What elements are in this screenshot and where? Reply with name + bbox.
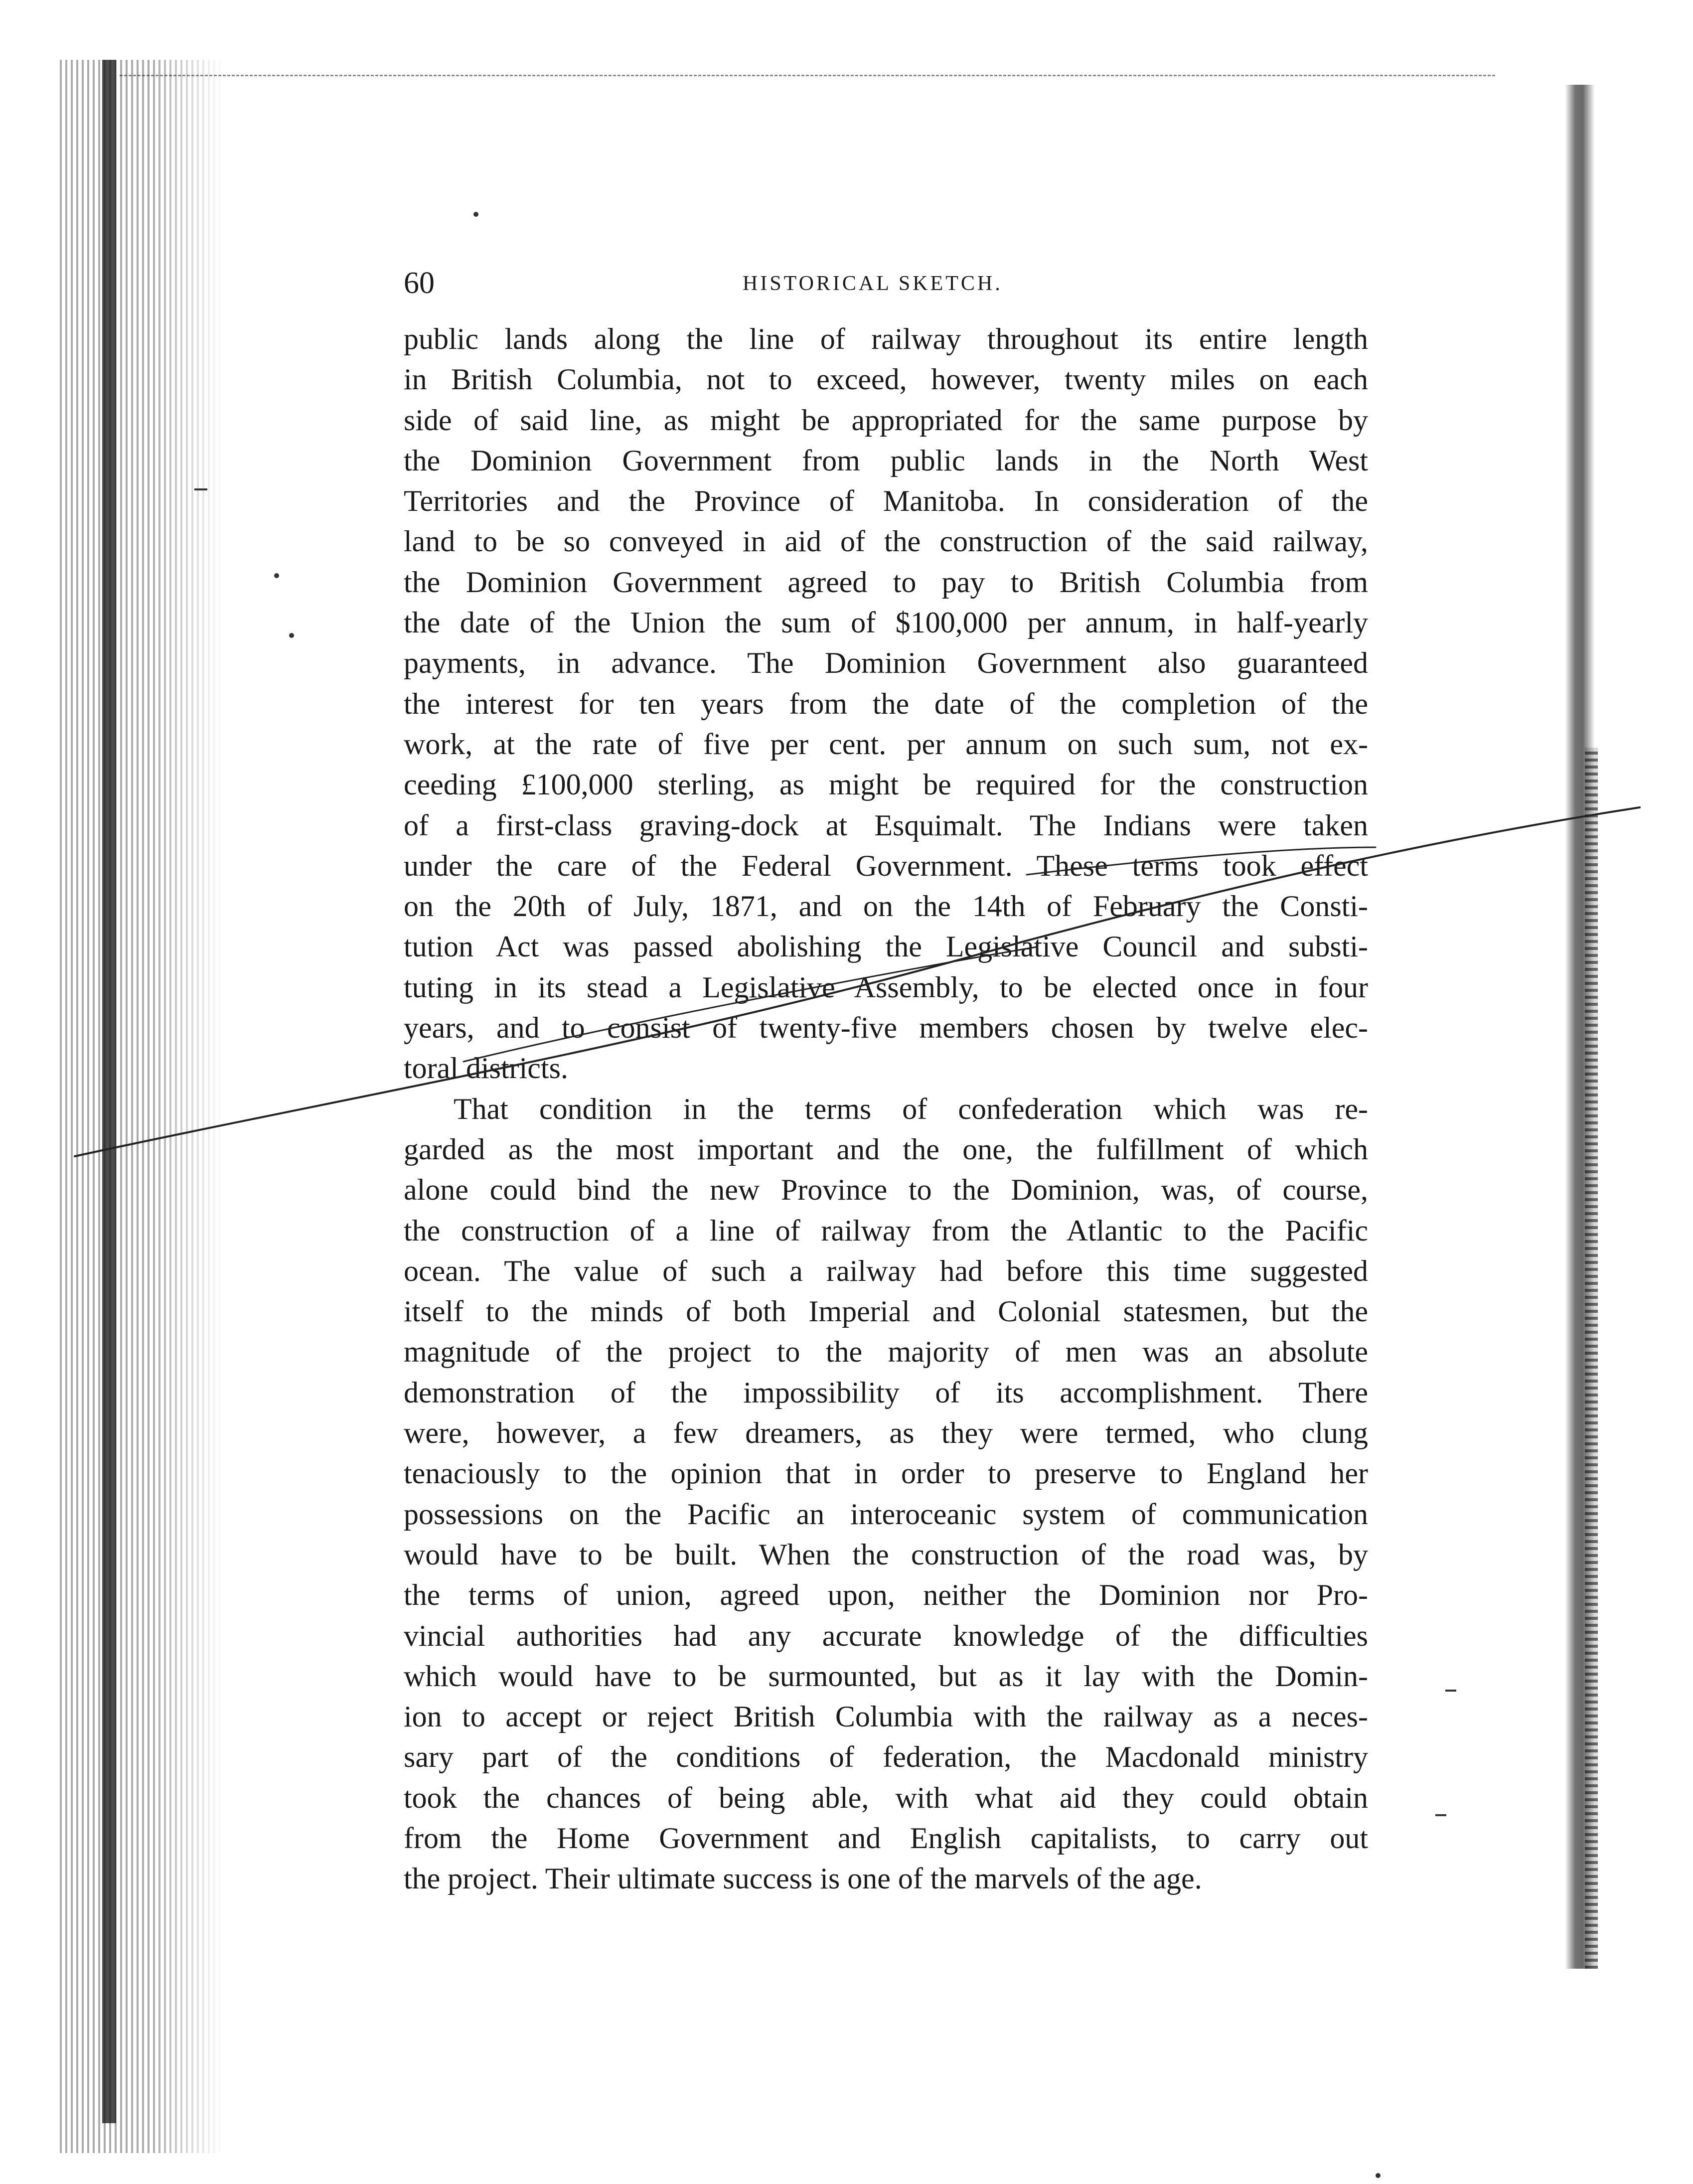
text-line: work, at the rate of five per cent. per annum on such sum, not ex- <box>404 727 1368 761</box>
text-line: the project. Their ultimate success is one of the marvels of the age. <box>404 1862 1202 1895</box>
text-line: itself to the minds of both Imperial and Colonial statesmen, but the <box>404 1295 1368 1328</box>
text-line: on the 20th of July, 1871, and on the 14th of February the Consti- <box>404 890 1368 923</box>
text-line: magnitude of the project to the majority of men was an absolute <box>404 1335 1368 1369</box>
paragraph <box>404 319 1368 1089</box>
text-line: the terms of union, agreed upon, neither the Dominion nor Pro- <box>404 1578 1368 1612</box>
body-text <box>404 319 1368 1899</box>
text-line: alone could bind the new Province to the Dominion, was, of course, <box>404 1173 1368 1207</box>
text-line: tenaciously to the opinion that in order to preserve to England her <box>404 1457 1368 1490</box>
scan-top-rule <box>120 75 1495 76</box>
margin-mark <box>274 573 279 578</box>
text-line: payments, in advance. The Dominion Government also guaranteed <box>404 646 1368 680</box>
text-line: were, however, a few dreamers, as they were termed, who clung <box>404 1416 1368 1450</box>
text-line: Territories and the Province of Manitoba. In consideration of the <box>404 484 1368 518</box>
text-line: took the chances of being able, with what aid they could obtain <box>404 1781 1368 1814</box>
text-line: which would have to be surmounted, but as it lay with the Domin- <box>404 1659 1368 1693</box>
text-line: That condition in the terms of confederation which was re- <box>454 1092 1368 1125</box>
text-line: the interest for ten years from the date of the completion of the <box>404 687 1368 720</box>
text-line: demonstration of the impossibility of its accomplishment. There <box>404 1376 1368 1409</box>
binding-edge-shadow <box>60 60 224 2153</box>
text-line: the construction of a line of railway from the Atlantic to the Pacific <box>404 1214 1368 1247</box>
text-line: garded as the most important and the one, the fulfillment of which <box>404 1132 1368 1166</box>
text-line: of a first-class graving-dock at Esquimalt. The Indians were taken <box>404 808 1368 842</box>
text-line: ceeding £100,000 sterling, as might be required for the construction <box>404 768 1368 801</box>
text-line: toral districts. <box>404 1052 568 1085</box>
margin-mark <box>194 488 207 490</box>
running-title: HISTORICAL SKETCH. <box>743 272 1003 295</box>
text-line: tuting in its stead a Legislative Assembly, to be elected once in four <box>404 970 1368 1004</box>
right-edge-texture <box>1585 748 1598 1969</box>
margin-mark <box>1435 1814 1446 1816</box>
text-line: ocean. The value of such a railway had before this time suggested <box>404 1254 1368 1287</box>
running-head <box>404 263 1376 303</box>
margin-mark <box>1445 1690 1456 1692</box>
text-line: the Dominion Government agreed to pay to British Columbia from <box>404 565 1368 599</box>
text-line: vincial authorities had any accurate knowledge of the difficulties <box>404 1619 1368 1652</box>
margin-mark <box>289 633 294 638</box>
text-line: land to be so conveyed in aid of the construction of the said railway, <box>404 525 1368 558</box>
margin-mark <box>473 212 478 217</box>
text-line: years, and to consist of twenty-five members chosen by twelve elec- <box>404 1011 1368 1045</box>
text-line: from the Home Government and English capitalists, to carry out <box>404 1821 1368 1855</box>
text-line: sary part of the conditions of federation, the Macdonald ministry <box>404 1740 1368 1774</box>
paragraph <box>404 1089 1368 1899</box>
page-number: 60 <box>404 266 435 300</box>
text-line: the Dominion Government from public lands in the North West <box>404 444 1368 477</box>
text-line: in British Columbia, not to exceed, however, twenty miles on each <box>404 363 1368 396</box>
text-line: side of said line, as might be appropriated for the same purpose by <box>404 403 1368 437</box>
margin-mark <box>1376 2173 1381 2178</box>
text-line: under the care of the Federal Government. These terms took effect <box>404 849 1368 882</box>
text-line: ion to accept or reject British Columbia with the railway as a neces- <box>404 1700 1368 1733</box>
binding-edge-line <box>102 60 116 2123</box>
text-line: public lands along the line of railway throughout its entire length <box>404 322 1368 355</box>
text-line: possessions on the Pacific an interoceanic system of communication <box>404 1497 1368 1531</box>
text-line: the date of the Union the sum of $100,000 per annum, in half-yearly <box>404 606 1368 639</box>
text-line: tution Act was passed abolishing the Legislative Council and substi- <box>404 930 1368 963</box>
text-line: would have to be built. When the construction of the road was, by <box>404 1538 1368 1571</box>
